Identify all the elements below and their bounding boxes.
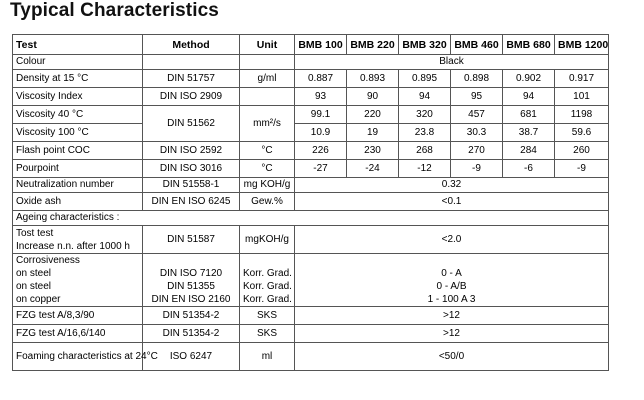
value-cell: -9 — [555, 160, 609, 178]
test-name: Colour — [13, 55, 143, 70]
method-cell: DIN ISO 2909 — [143, 88, 240, 106]
unit-cell: °C — [240, 142, 295, 160]
value-cell: <50/0 — [295, 343, 609, 371]
value-cell: 284 — [503, 142, 555, 160]
value-line: 0 - A — [441, 268, 462, 279]
test-name: Flash point COC — [13, 142, 143, 160]
method-cell: DIN 51354-2 — [143, 325, 240, 343]
table-row — [13, 106, 609, 124]
header-product: BMB 100 — [295, 35, 347, 55]
test-name: FZG test A/8,3/90 — [13, 307, 143, 325]
header-unit: Unit — [240, 35, 295, 55]
value-cell: 90 — [347, 88, 399, 106]
value-cell: -24 — [347, 160, 399, 178]
characteristics-table — [12, 34, 609, 371]
value-cell: -9 — [451, 160, 503, 178]
method-cell: DIN ISO 3016 — [143, 160, 240, 178]
value-cell: 0.902 — [503, 70, 555, 88]
test-name: Pourpoint — [13, 160, 143, 178]
value-cell: 59.6 — [555, 124, 609, 142]
method-cell — [143, 55, 240, 70]
value-line: 0 - A/B — [436, 281, 467, 292]
table-row — [13, 142, 609, 160]
value-cell: 10.9 — [295, 124, 347, 142]
unit-cell — [240, 254, 295, 307]
unit-line: Korr. Grad. — [243, 294, 292, 305]
method-line: DIN 51355 — [167, 281, 215, 292]
unit-line: Korr. Grad. — [243, 268, 292, 279]
header-product: BMB 220 — [347, 35, 399, 55]
unit-cell — [240, 88, 295, 106]
test-name — [13, 226, 143, 254]
method-cell: DIN 51757 — [143, 70, 240, 88]
unit-cell — [240, 55, 295, 70]
unit-cell: SKS — [240, 325, 295, 343]
table-row — [13, 178, 609, 193]
value-cell: 0.887 — [295, 70, 347, 88]
value-cell: -6 — [503, 160, 555, 178]
table-row — [13, 343, 609, 371]
unit-cell: mg KOH/g — [240, 178, 295, 193]
method-line: DIN ISO 7120 — [159, 268, 223, 279]
unit-cell: mm²/s — [240, 106, 295, 142]
test-name: Neutralization number — [13, 178, 143, 193]
header-method: Method — [143, 35, 240, 55]
table-row — [13, 70, 609, 88]
value-cell: 38.7 — [503, 124, 555, 142]
value-cell: 94 — [399, 88, 451, 106]
value-cell: 681 — [503, 106, 555, 124]
value-cell: 101 — [555, 88, 609, 106]
table-row — [13, 254, 609, 307]
test-name: Foaming characteristics at 24°C — [13, 343, 143, 371]
test-name-line: on steel — [16, 268, 52, 279]
test-name-line: Increase n.n. after 1000 h — [16, 240, 130, 252]
method-cell: DIN 51354-2 — [143, 307, 240, 325]
value-cell: 30.3 — [451, 124, 503, 142]
method-cell: DIN EN ISO 6245 — [143, 193, 240, 211]
test-name: FZG test A/16,6/140 — [13, 325, 143, 343]
test-name: Oxide ash — [13, 193, 143, 211]
value-cell: 0.898 — [451, 70, 503, 88]
method-cell: DIN ISO 2592 — [143, 142, 240, 160]
value-cell: 99.1 — [295, 106, 347, 124]
value-cell: >12 — [295, 307, 609, 325]
value-cell: 226 — [295, 142, 347, 160]
value-line: 1 - 100 A 3 — [427, 294, 476, 305]
value-cell: >12 — [295, 325, 609, 343]
header-product: BMB 460 — [451, 35, 503, 55]
section-heading: Ageing characteristics : — [13, 211, 609, 226]
header-product: BMB 1200 — [555, 35, 609, 55]
test-name: Density at 15 °C — [13, 70, 143, 88]
value-cell: 260 — [555, 142, 609, 160]
table-row — [13, 307, 609, 325]
value-cell: 23.8 — [399, 124, 451, 142]
method-cell: DIN 51587 — [143, 226, 240, 254]
table-row — [13, 226, 609, 254]
method-cell — [143, 254, 240, 307]
table-row — [13, 55, 609, 70]
value-cell: -27 — [295, 160, 347, 178]
table-row — [13, 325, 609, 343]
unit-line: Korr. Grad. — [243, 281, 292, 292]
unit-cell: mgKOH/g — [240, 226, 295, 254]
value-cell: 268 — [399, 142, 451, 160]
table-row — [13, 88, 609, 106]
value-cell: 0.917 — [555, 70, 609, 88]
value-cell: <2.0 — [295, 226, 609, 254]
test-name-line: Tost test — [16, 227, 54, 239]
method-line: DIN EN ISO 2160 — [151, 294, 231, 305]
unit-cell: ml — [240, 343, 295, 371]
header-product: BMB 320 — [399, 35, 451, 55]
value-cell: 230 — [347, 142, 399, 160]
unit-cell: °C — [240, 160, 295, 178]
test-name: Viscosity 40 °C — [13, 106, 143, 124]
value-cell: 0.893 — [347, 70, 399, 88]
table-row — [13, 211, 609, 226]
table-row — [13, 160, 609, 178]
value-cell: 320 — [399, 106, 451, 124]
value-cell: 93 — [295, 88, 347, 106]
method-cell: DIN 51558-1 — [143, 178, 240, 193]
value-cell: <0.1 — [295, 193, 609, 211]
value-cell: 457 — [451, 106, 503, 124]
test-name: Viscosity 100 °C — [13, 124, 143, 142]
value-cell: 220 — [347, 106, 399, 124]
test-name-line: on copper — [16, 294, 61, 305]
header-test: Test — [13, 35, 143, 55]
table-row — [13, 124, 609, 142]
value-cell: 270 — [451, 142, 503, 160]
unit-cell: g/ml — [240, 70, 295, 88]
value-cell: 94 — [503, 88, 555, 106]
value-cell: 95 — [451, 88, 503, 106]
test-name-line: Corrosiveness — [16, 255, 80, 266]
value-cell: Black — [295, 55, 609, 70]
header-product: BMB 680 — [503, 35, 555, 55]
table-row — [13, 193, 609, 211]
value-cell: 0.32 — [295, 178, 609, 193]
method-cell: ISO 6247 — [143, 343, 240, 371]
unit-cell: SKS — [240, 307, 295, 325]
test-name: Viscosity Index — [13, 88, 143, 106]
value-cell: 19 — [347, 124, 399, 142]
test-name — [13, 254, 143, 307]
page-title: Typical Characteristics — [10, 0, 219, 21]
test-name-line: on steel — [16, 281, 52, 292]
value-cell: 0.895 — [399, 70, 451, 88]
method-cell: DIN 51562 — [143, 106, 240, 142]
unit-cell: Gew.% — [240, 193, 295, 211]
value-cell: -12 — [399, 160, 451, 178]
header-row — [13, 35, 609, 55]
value-cell: 1198 — [555, 106, 609, 124]
value-cell — [295, 254, 609, 307]
